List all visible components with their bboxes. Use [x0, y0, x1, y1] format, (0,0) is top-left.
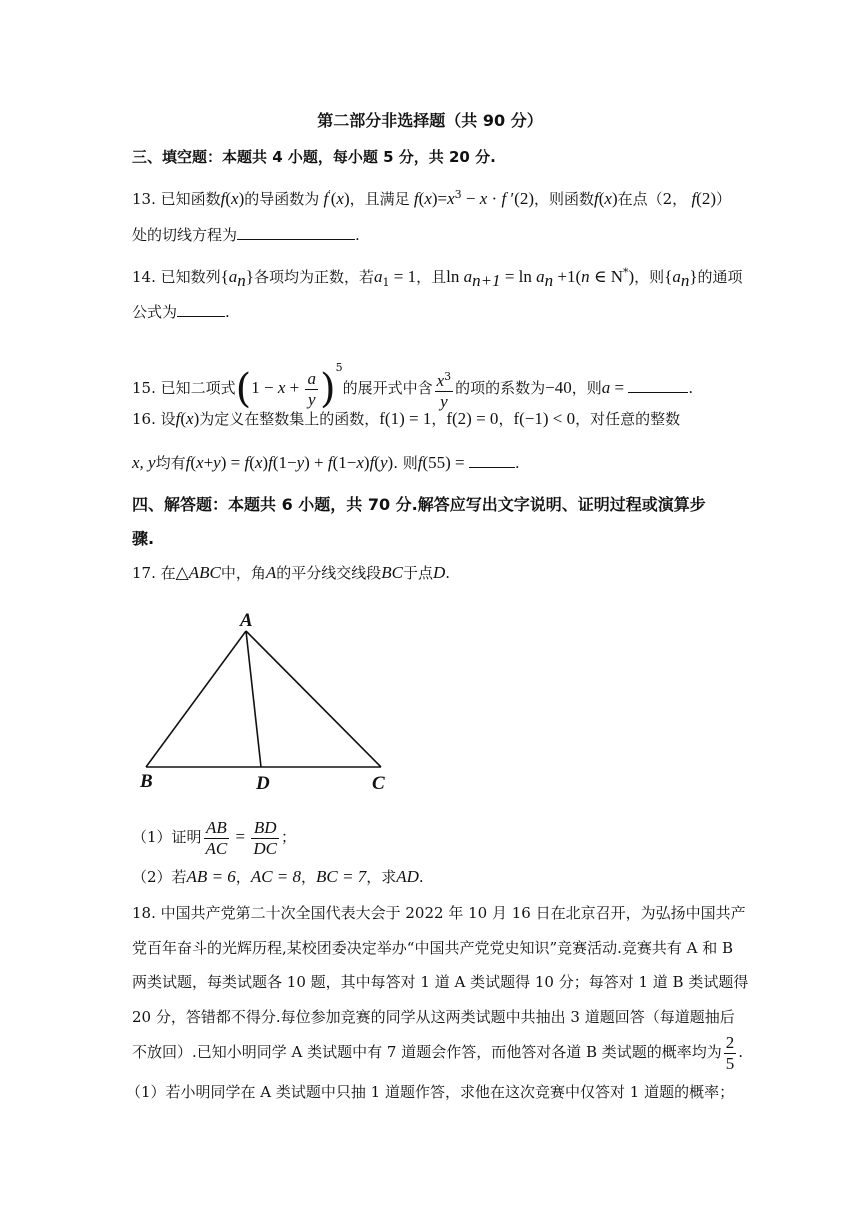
q16-mid1: 为定义在整数集上的函数，	[199, 410, 380, 428]
q13-mid3: ，则函数	[534, 190, 595, 208]
q17-ab: AB = 6	[186, 867, 236, 886]
q16-end: .	[514, 454, 520, 472]
q17-part1-end: ；	[281, 828, 297, 846]
q16-line1: 16. 设f(x)为定义在整数集上的函数，f(1) = 1，f(2) = 0，f(−1) < 0，对任意的整数	[132, 409, 681, 428]
q17-part2-mid: ，求	[366, 868, 397, 886]
q14-mid3: ，则	[634, 268, 665, 286]
q15-mid1: 的展开式中含	[342, 379, 433, 397]
q14-mid2: ，且	[416, 268, 447, 286]
q14-line2	[132, 301, 230, 323]
q13-line1: 13. 已知函数f(x)的导函数为 f′(x)，且满足 $f(x)=x^3 - x \cdot f$ ′(2)，则函数f(x)在点（2， f(2)）	[132, 188, 732, 208]
label-d: D	[256, 773, 270, 794]
part3-heading: 三、填空题：本题共 4 小题，每小题 5 分，共 20 分.	[132, 148, 496, 166]
label-a: A	[240, 610, 253, 631]
q17-prefix: 17. 在	[132, 564, 176, 582]
q17-segment-bc: BC	[381, 563, 403, 582]
side-ac	[246, 631, 381, 767]
q17-frac-bd-dc	[251, 818, 279, 859]
section-title: 第二部分非选择题（共 90 分）	[317, 111, 543, 130]
q16-vars: x, y	[132, 453, 156, 472]
frac2-den: DC	[253, 838, 277, 858]
q14-line1: 14. 已知数列$\{a_n\}$各项均为正数，若$a_1 = 1$，且$\ln a_{n+1} = \ln a_n +1(n$ ∈ N*)，则$\{a_n\}$的通项	[132, 266, 743, 290]
q17-mid3: 于点	[402, 564, 433, 582]
q17-frac-ab-ac	[204, 818, 230, 859]
bisector-ad	[246, 631, 261, 767]
q13-fprime: f	[319, 189, 329, 208]
q18-line1: 18. 中国共产党第二十次全国代表大会于 2022 年 10 月 16 日在北京召开，为弘扬中国共产	[132, 904, 746, 922]
q17-part2-prefix: （2）若	[132, 868, 187, 886]
q18-line3: 两类试题，每类试题各 10 题，其中每答对 1 道 A 类试题得 10 分；每答对 1 道 B 类试题得	[132, 973, 749, 991]
q13-line2-text: 处的切线方程为	[132, 226, 238, 244]
q15-answer-blank[interactable]	[628, 378, 688, 393]
q15-mid2: 的项的系数为	[455, 379, 546, 397]
q13-suffix: ）	[716, 190, 732, 208]
q13-end: .	[355, 226, 360, 244]
q17-ad: AD	[396, 867, 419, 886]
q17-part2: （2）若AB = 6，AC = 8，BC = 7，求AD.	[132, 867, 424, 886]
q16-cond3: f(−1) < 0	[513, 409, 576, 428]
part4-heading-line1: 四、解答题：本题共 6 小题，共 70 分.解答应写出文字说明、证明过程或演算步	[132, 495, 706, 514]
q14-mid1: 各项均为正数，若	[253, 268, 374, 286]
q13-line2	[132, 224, 360, 246]
q16-cond2: f(2) = 0	[446, 409, 499, 428]
q18-line5-end: .	[738, 1043, 744, 1061]
q15-line: 15. 已知二项式(1 − x + $\frac{a}{y}$ )$^5$的展开式中含 $\frac{x^3}{y}$ 的项的系数为−40，则a = .	[132, 361, 694, 412]
part4-heading-line2: 骤.	[132, 529, 155, 548]
frac1-den: AC	[205, 838, 228, 858]
frac1-num: AB	[204, 818, 230, 839]
q18-part1: （1）若小明同学在 A 类试题中只抽 1 道题作答，求他在这次竞赛中仅答对 1 道题的概率；	[126, 1083, 735, 1101]
q16-line2: x, y均有f(x+y) = f(x)f(1−y) + f(1−x)f(y). 则f(55) = .	[132, 453, 520, 472]
q18-line5	[132, 1030, 743, 1074]
q13-mid1: 的导函数为	[244, 190, 320, 208]
frac2-num: BD	[251, 818, 279, 839]
q15-frac-x3-over-y: $\frac{x^3}{y}$	[435, 367, 454, 412]
side-ab	[146, 631, 246, 767]
q17-triangle: △ABC	[175, 563, 221, 582]
q13-mid2: ，且满足	[349, 190, 410, 208]
q17-end: .	[445, 564, 451, 582]
q14-mid4: 的通项	[697, 268, 743, 286]
q15-coef: −40	[545, 378, 572, 397]
q13-answer-blank[interactable]	[237, 225, 355, 240]
label-b: B	[140, 771, 153, 792]
q17-angle-a: A	[265, 563, 277, 582]
q14-prefix: 14. 已知数列	[132, 268, 221, 286]
q16-line2-mid: 均有	[155, 454, 186, 472]
q13-mid4: 在点（2，	[617, 190, 688, 208]
q17-part2-end: .	[418, 868, 424, 886]
q17-intro	[132, 562, 450, 584]
q15-prefix: 15. 已知二项式	[132, 379, 236, 397]
q17-ac: AC = 8	[250, 867, 302, 886]
q16-mid2: ，对任意的整数	[575, 410, 681, 428]
q15-mid3: ，则	[571, 379, 602, 397]
q17-bc: BC = 7	[316, 867, 367, 886]
q17-mid: 中，角	[220, 564, 266, 582]
prob-den: 5	[725, 1053, 735, 1073]
q16-answer-blank[interactable]	[469, 453, 515, 468]
prob-num: 2	[725, 1032, 735, 1052]
q18-prob-frac	[724, 1033, 737, 1074]
q13-equation: f	[409, 189, 419, 208]
q18-line2: 党百年奋斗的光辉历程,某校团委决定举办“中国共产党党史知识”竞赛活动.竞赛共有 A 和 B	[132, 939, 734, 957]
q16-cond1: f(1) = 1	[379, 409, 432, 428]
q17-part1-prefix: （1）证明	[132, 828, 202, 846]
q17-triangle-figure	[130, 605, 410, 800]
q17-mid2: 的平分线交线段	[276, 564, 382, 582]
label-c: C	[372, 773, 385, 794]
q13-prefix: 13. 已知函数	[132, 190, 221, 208]
q17-point-d: D	[432, 563, 446, 582]
q13-fx: f	[220, 189, 226, 208]
q18-line5-text: 不放回）.已知小明同学 A 类试题中有 7 道题会作答，而他答对各道 B 类试题的概率均为	[132, 1043, 722, 1061]
q16-prefix: 16. 设	[132, 410, 176, 428]
q15-end: .	[688, 379, 694, 397]
q18-line4: 20 分，答错都不得分.每位参加竞赛的同学从这两类试题中共抽出 3 道题回答（每道题抽后	[132, 1008, 735, 1026]
q14-end: .	[225, 303, 230, 321]
q16-line2-mid2: . 则	[393, 454, 418, 472]
q17-part1: （1）证明 $\frac{AB}{AC}$ = $\frac{BD}{DC}$ ；	[132, 817, 297, 858]
q14-answer-blank[interactable]	[177, 302, 225, 317]
q15-frac-a-over-y: $\frac{a}{y}$	[307, 368, 316, 409]
q14-line2-text: 公式为	[132, 303, 178, 321]
